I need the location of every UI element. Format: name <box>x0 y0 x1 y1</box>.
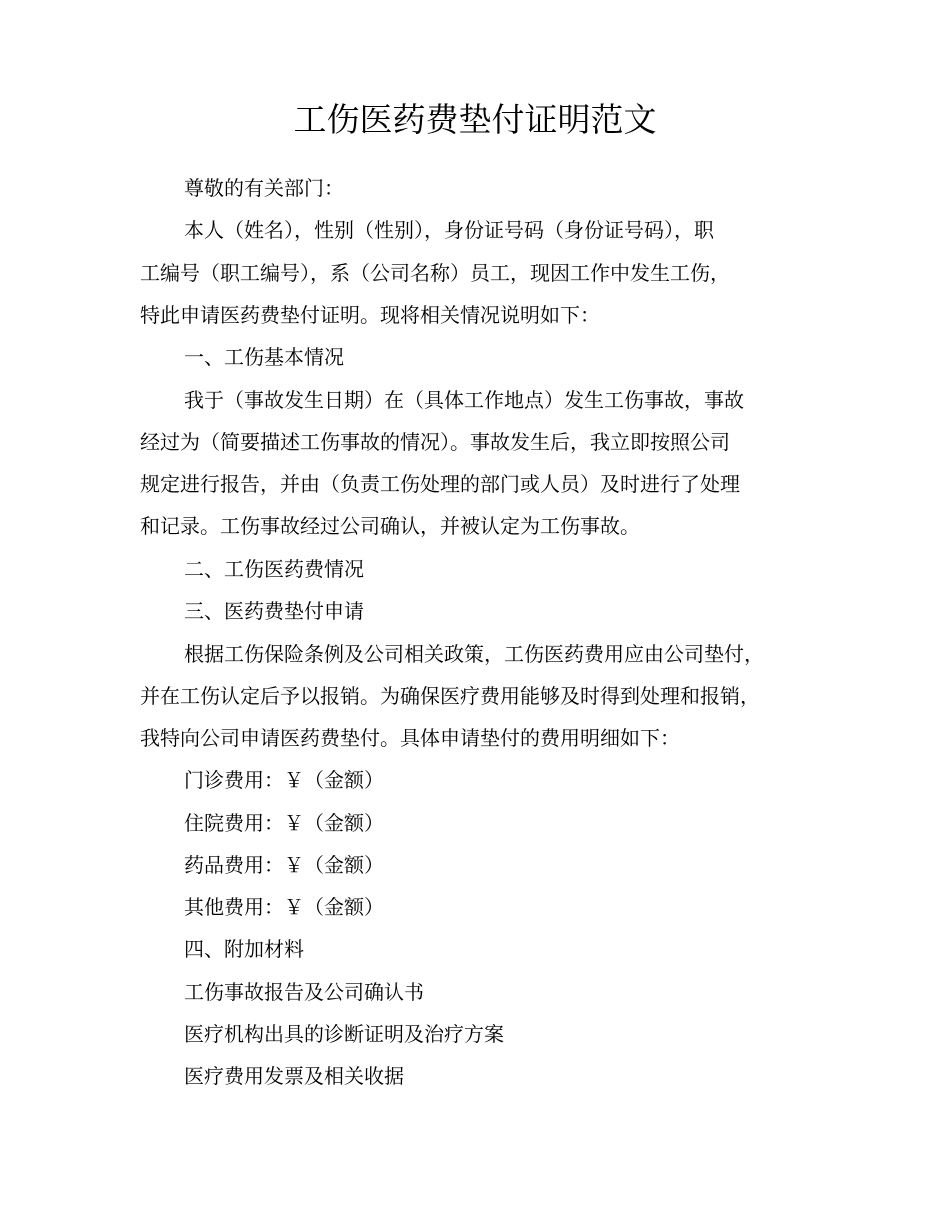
section1-line: 经过为（简要描述工伤事故的情况）。事故发生后，我立即按照公司 <box>140 430 730 454</box>
section1-line: 我于（事故发生日期）在（具体工作地点）发生工伤事故，事故 <box>184 388 744 412</box>
document-title: 工伤医药费垫付证明范文 <box>293 100 657 139</box>
section3-line: 并在工伤认定后予以报销。为确保医疗费用能够及时得到处理和报销， <box>140 684 760 708</box>
fee-item-medicine: 药品费用：￥（金额） <box>184 853 384 877</box>
attachment-item: 医疗机构出具的诊断证明及治疗方案 <box>184 1022 504 1046</box>
section1-line: 和记录。工伤事故经过公司确认，并被认定为工伤事故。 <box>140 514 640 538</box>
section-heading-attachments: 四、附加材料 <box>184 937 304 961</box>
section-heading-medical-fees: 二、工伤医药费情况 <box>184 557 364 581</box>
attachment-item: 工伤事故报告及公司确认书 <box>184 980 424 1004</box>
salutation: 尊敬的有关部门： <box>184 176 344 200</box>
section-heading-advance-request: 三、医药费垫付申请 <box>184 599 364 623</box>
section1-line: 规定进行报告，并由（负责工伤处理的部门或人员）及时进行了处理 <box>140 472 740 496</box>
section3-line: 我特向公司申请医药费垫付。具体申请垫付的费用明细如下： <box>140 726 680 750</box>
intro-line: 工编号（职工编号），系（公司名称）员工，现因工作中发生工伤， <box>140 261 730 285</box>
fee-item-other: 其他费用：￥（金额） <box>184 895 384 919</box>
section-heading-basic-info: 一、工伤基本情况 <box>184 345 344 369</box>
intro-line: 特此申请医药费垫付证明。现将相关情况说明如下： <box>140 303 600 327</box>
fee-item-outpatient: 门诊费用：￥（金额） <box>184 768 384 792</box>
section3-line: 根据工伤保险条例及公司相关政策，工伤医药费用应由公司垫付， <box>184 642 764 666</box>
fee-item-inpatient: 住院费用：￥（金额） <box>184 811 384 835</box>
intro-line: 本人（姓名），性别（性别），身份证号码（身份证号码），职 <box>184 218 714 242</box>
attachment-item: 医疗费用发票及相关收据 <box>184 1064 404 1088</box>
